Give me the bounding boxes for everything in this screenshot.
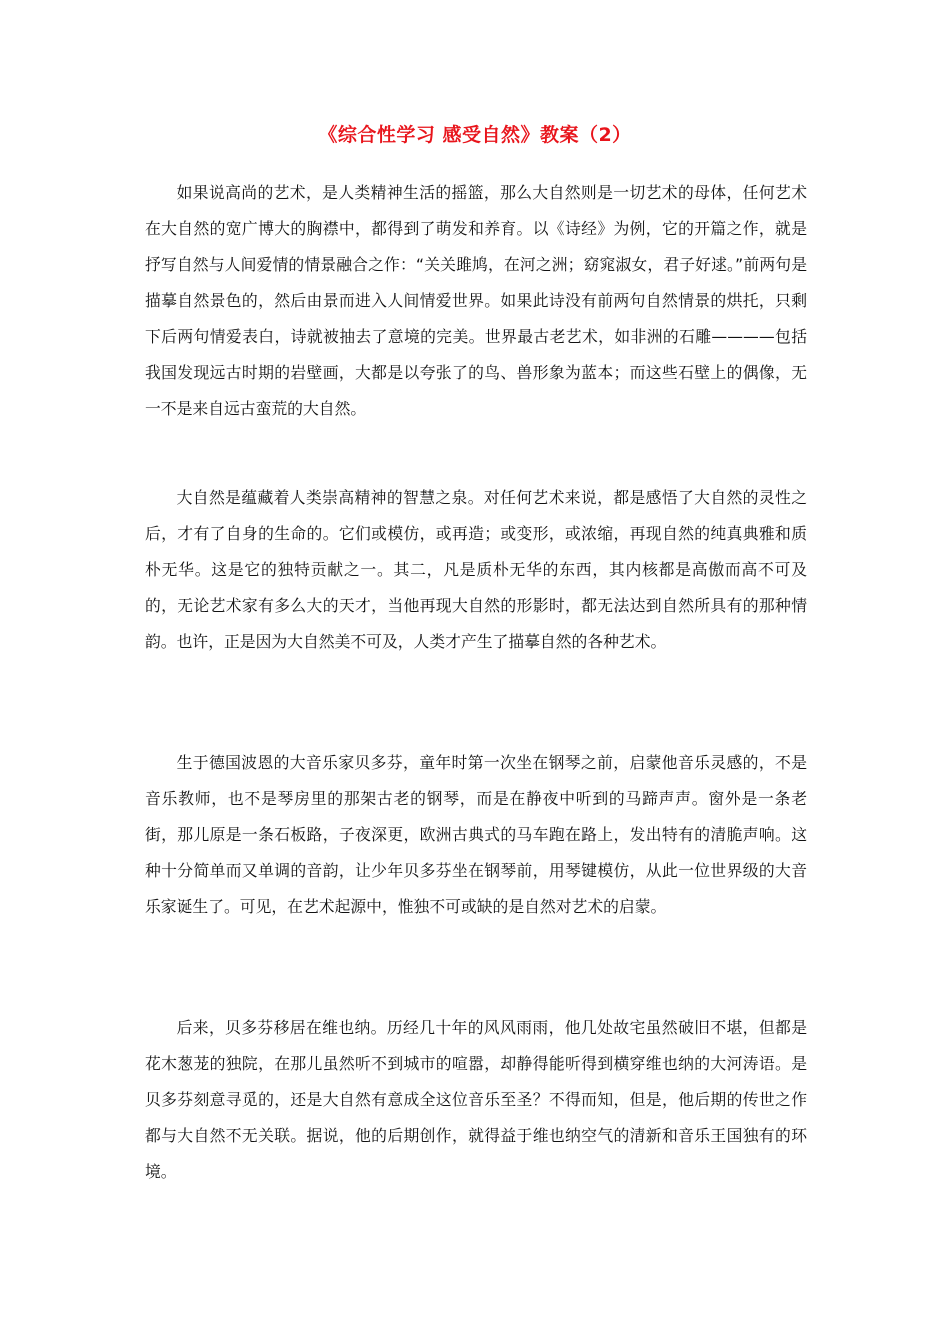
paragraph-1: 如果说高尚的艺术，是人类精神生活的摇篮，那么大自然则是一切艺术的母体，任何艺术在大自然的宽广博大的胸襟中，都得到了萌发和养育。以《诗经》为例，它的开篇之作，就是抒写自然与人间爱情的情景融合之作：“关关雎鸠，在河之洲；窈窕淑女，君子好逑。”前两句是描摹自然景色的，然后由景而进入人间情爱世界。如果此诗没有前两句自然情景的烘托，只剩下后两句情爱表白，诗就被抽去了意境的完美。世界最古老艺术，如非洲的石雕————包括我国发现远古时期的岩壁画，大都是以夸张了的鸟、兽形象为蓝本；而这些石壁上的偶像，无一不是来自远古蛮荒的大自然。	[145, 183, 807, 418]
paragraph-3: 生于德国波恩的大音乐家贝多芬，童年时第一次坐在钢琴之前，启蒙他音乐灵感的，不是音乐教师，也不是琴房里的那架古老的钢琴，而是在静夜中听到的马蹄声声。窗外是一条老街，那儿原是一条石板路，子夜深更，欧洲古典式的马车跑在路上，发出特有的清脆声响。这种十分简单而又单调的音韵，让少年贝多芬坐在钢琴前，用琴键模仿，从此一位世界级的大音乐家诞生了。可见，在艺术起源中，惟独不可或缺的是自然对艺术的启蒙。	[145, 753, 807, 916]
paragraph-4: 后来，贝多芬移居在维也纳。历经几十年的风风雨雨，他几处故宅虽然破旧不堪，但都是花木葱茏的独院，在那儿虽然听不到城市的喧嚣，却静得能听得到横穿维也纳的大河涛语。是贝多芬刻意寻觅的，还是大自然有意成全这位音乐至圣？不得而知，但是，他后期的传世之作都与大自然不无关联。据说，他的后期创作，就得益于维也纳空气的清新和音乐王国独有的环境。	[145, 1018, 807, 1181]
paragraph-2: 大自然是蕴藏着人类崇高精神的智慧之泉。对任何艺术来说，都是感悟了大自然的灵性之后，才有了自身的生命的。它们或模仿，或再造；或变形，或浓缩，再现自然的纯真典雅和质朴无华。这是它的独特贡献之一。其二，凡是质朴无华的东西，其内核都是高傲而高不可及的，无论艺术家有多么大的天才，当他再现大自然的形影时，都无法达到自然所具有的那种情韵。也许，正是因为大自然美不可及，人类才产生了描摹自然的各种艺术。	[145, 488, 807, 651]
document-title: 《综合性学习 感受自然》教案（2）	[318, 124, 632, 146]
